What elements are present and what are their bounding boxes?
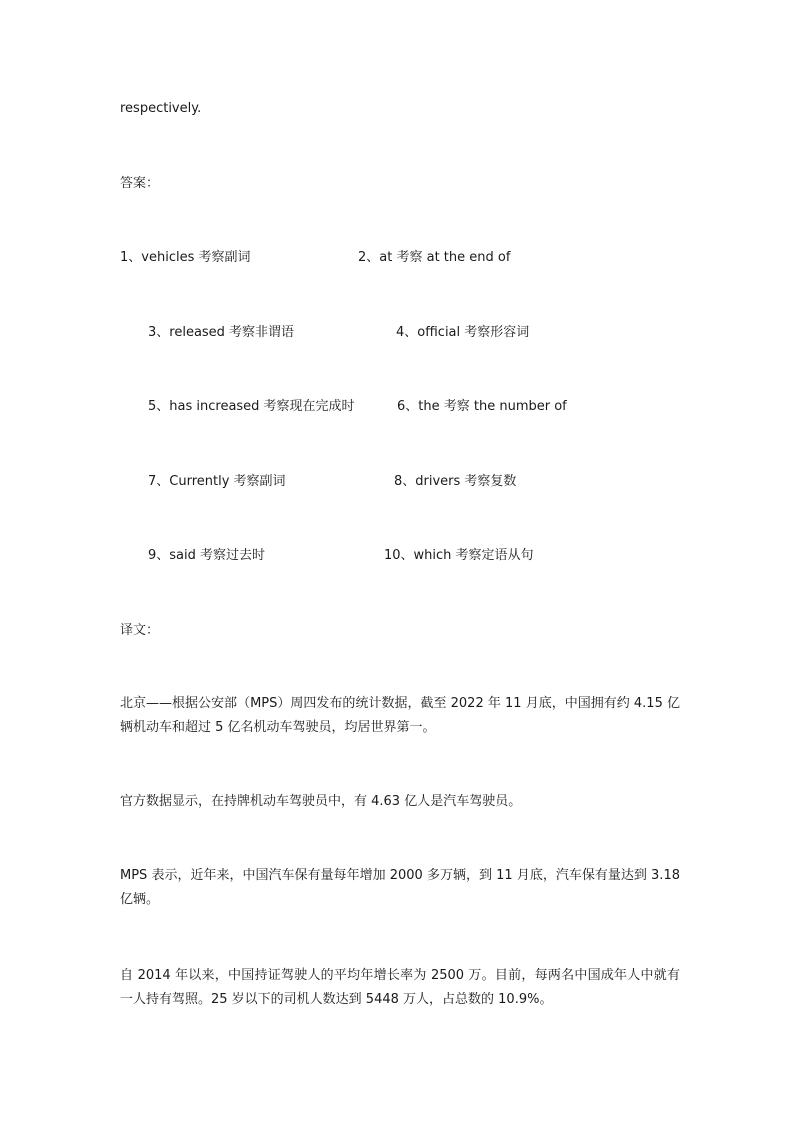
answer-item-6: 6、the 考察 the number of: [397, 399, 567, 414]
answers-heading: 答案：: [120, 176, 160, 191]
answer-item-2: 2、at 考察 at the end of: [358, 250, 511, 265]
translation-paragraph-2: 官方数据显示，在持牌机动车驾驶员中，有 4.63 亿人是汽车驾驶员。: [120, 794, 522, 809]
translation-paragraph-1: 北京——根据公安部（MPS）周四发布的统计数据，截至 2022 年 11 月底，中国拥有约 4.15 亿辆机动车和超过 5 亿名机动车驾驶员，均居世界第一。: [120, 696, 680, 735]
translation-heading: 译文：: [120, 623, 160, 638]
answer-item-4: 4、official 考察形容词: [396, 325, 530, 340]
translation-paragraph-4: 自 2014 年以来，中国持证驾驶人的平均年增长率为 2500 万。目前，每两名中国成年人中就有一人持有驾照。25 岁以下的司机人数达到 5448 万人，占总数的 10.9%。: [120, 968, 680, 1007]
translation-paragraph-3: MPS 表示，近年来，中国汽车保有量每年增加 2000 多万辆，到 11 月底，汽车保有量达到 3.18 亿辆。: [120, 868, 680, 907]
answer-item-8: 8、drivers 考察复数: [394, 474, 517, 489]
answer-item-7: 7、Currently 考察副词: [148, 474, 286, 489]
answer-item-5: 5、has increased 考察现在完成时: [148, 399, 355, 414]
answer-item-9: 9、said 考察过去时: [148, 548, 266, 563]
answer-item-3: 3、released 考察非谓语: [148, 325, 295, 340]
answer-item-1: 1、vehicles 考察副词: [120, 250, 251, 265]
answer-item-10: 10、which 考察定语从句: [384, 548, 534, 563]
top-fragment: respectively.: [120, 101, 202, 116]
